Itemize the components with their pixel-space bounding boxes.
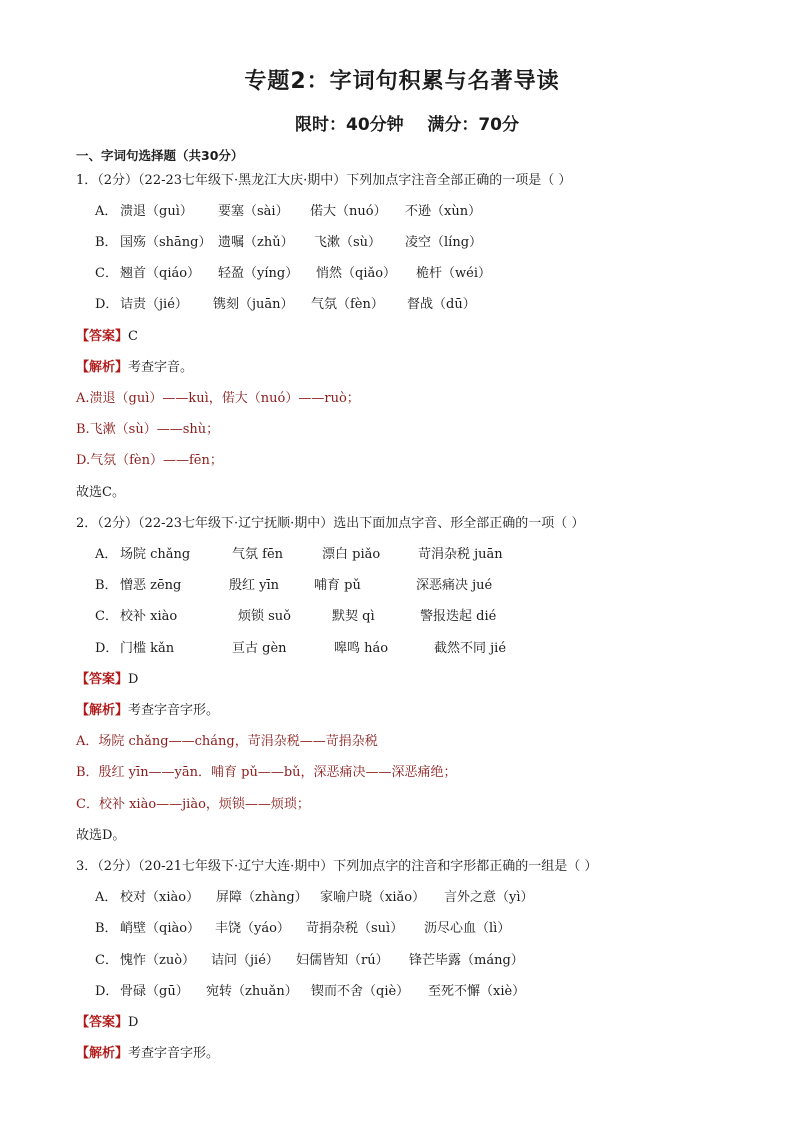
q2-option-c-item-4: 警报迭起 dié [420,609,497,624]
q2-option-b-item-2: 殷红 yīn [229,578,280,593]
q1-option-a-item-1: 溃退（guì） [120,204,193,219]
q2-option-d-item-3: 嗥鸣 háo [334,641,389,656]
q1-conclusion: 故选C。 [76,485,125,500]
q1-option-d-item-3: 气氛（fèn） [311,297,384,312]
q1-detail-1: A.溃退（guì）——kuì，偌大（nuó）——ruò； [76,391,360,406]
q1-explanation [76,359,193,377]
q2-option-a-item-4: 苛涓杂税 juān [418,547,503,562]
question-3-stem: 3．（2分）（20-21七年级下·辽宁大连·期中）下列加点字的注音和字形都正确的一组是（ ） [76,859,598,874]
q3-option-b-item-3: 苛捐杂税（suì） [306,921,404,936]
q3-option-c-item-3: 妇儒皆知（rú） [296,953,389,968]
q3-option-b-item-1: 峭壁（qiào） [120,921,201,936]
q1-option-b-item-1: 国殇（shāng） [120,235,212,250]
q1-option-b-item-2: 遗嘱（zhǔ） [218,235,294,250]
q3-option-d-item-2: 宛转（zhuǎn） [206,984,298,999]
q1-option-b-item-4: 凌空（líng） [405,235,483,250]
q1-answer [76,328,138,346]
q3-answer [76,1014,138,1032]
q3-option-a-item-1: 校对（xiào） [120,890,200,905]
q3-option-a-letter: A． [95,890,118,905]
q1-option-d-item-1: 诘责（jié） [120,297,188,312]
q2-option-d-item-2: 亘古 gèn [232,641,287,656]
explanation-label: 【解析】 [76,360,129,375]
q3-option-a-item-3: 家喻户晓（xiǎo） [320,890,426,905]
q2-detail-1: A．场院 chǎng——cháng，苛涓杂税——苛捐杂税 [76,734,378,749]
q1-option-a-letter: A． [95,204,118,219]
q2-option-c-item-2: 烦锁 suǒ [238,609,292,624]
q3-option-b-item-2: 丰饶（yáo） [215,921,290,936]
q2-option-a-item-1: 场院 chǎng [120,547,191,562]
q3-option-b-letter: B． [95,921,118,936]
q2-detail-3: C．校补 xiào——jiào，烦锁——烦琐； [76,797,310,812]
answer-label: 【答案】 [76,1015,129,1030]
page-subtitle: 限时：40分钟 满分：70分 [295,115,519,135]
q2-option-b-item-1: 憎恶 zēng [120,578,182,593]
q1-option-d-item-2: 镌刻（juān） [213,297,294,312]
q2-conclusion: 故选D。 [76,828,126,843]
q1-detail-3: D.气氛（fèn）——fēn； [76,453,223,468]
q2-option-b-letter: B． [95,578,118,593]
q1-option-a-item-3: 偌大（nuó） [310,204,387,219]
explanation-text: 考查字音字形。 [128,1046,220,1061]
section-title: 一、字词句选择题（共30分） [76,148,244,163]
q3-option-d-item-3: 锲而不舍（qiè） [311,984,410,999]
q2-detail-2: B．殷红 yīn——yān．哺育 pǔ——bǔ，深恶痛决——深恶痛绝； [76,765,457,780]
answer-value: D [128,672,139,687]
q3-option-c-item-1: 愧怍（zuò） [120,953,196,968]
q2-option-c-item-1: 校补 xiào [120,609,178,624]
q1-option-c-item-1: 翘首（qiáo） [120,266,201,281]
q1-option-a-item-2: 要塞（sài） [218,204,289,219]
q2-option-b-item-4: 深恶痛决 jué [416,578,493,593]
q2-option-a-letter: A． [95,547,118,562]
q2-option-b-item-3: 哺育 pǔ [314,578,361,593]
q3-option-d-letter: D． [95,984,119,999]
q2-option-d-letter: D． [95,641,119,656]
q1-option-b-item-3: 飞漱（sù） [314,235,382,250]
q1-option-d-item-4: 督战（dū） [407,297,476,312]
q2-option-c-item-3: 默契 qì [332,609,375,624]
answer-label: 【答案】 [76,329,129,344]
explanation-label: 【解析】 [76,1046,129,1061]
answer-label: 【答案】 [76,672,129,687]
q3-option-b-item-4: 沥尽心血（lì） [424,921,511,936]
q2-option-c-letter: C． [95,609,118,624]
q1-option-d-letter: D． [95,297,119,312]
q1-option-c-letter: C． [95,266,118,281]
q2-explanation [76,702,219,720]
answer-value: D [128,1015,139,1030]
explanation-text: 考查字音。 [128,360,194,375]
q3-option-a-item-4: 言外之意（yì） [444,890,534,905]
q1-option-c-item-2: 轻盈（yíng） [218,266,299,281]
explanation-text: 考查字音字形。 [128,703,220,718]
q1-option-c-item-4: 桅杆（wéi） [416,266,491,281]
q3-option-a-item-2: 屏障（zhàng） [216,890,308,905]
question-2-stem: 2．（2分）（22-23七年级下·辽宁抚顺·期中）选出下面加点字音、形全部正确的一项（ ） [76,516,585,531]
q2-option-d-item-1: 门槛 kǎn [120,641,175,656]
question-1-stem: 1．（2分）（22-23七年级下·黑龙江大庆·期中）下列加点字注音全部正确的一项是（ ） [76,173,572,188]
q3-explanation [76,1045,219,1063]
q2-option-a-item-2: 气氛 fēn [232,547,284,562]
q3-option-c-letter: C． [95,953,118,968]
explanation-label: 【解析】 [76,703,129,718]
q1-option-c-item-3: 悄然（qiǎo） [316,266,397,281]
q2-option-a-item-3: 漂白 piǎo [322,547,381,562]
q2-answer [76,671,138,689]
q3-option-d-item-4: 至死不懈（xiè） [428,984,526,999]
q3-option-c-item-2: 诘问（jié） [211,953,279,968]
page-title: 专题2：字词句积累与名著导读 [244,69,560,94]
q3-option-c-item-4: 锋芒毕露（máng） [409,953,524,968]
answer-value: C [128,329,138,344]
q2-option-d-item-4: 截然不同 jié [434,641,507,656]
q1-detail-2: B.飞漱（sù）——shù； [76,422,220,437]
q3-option-d-item-1: 骨碌（gū） [120,984,189,999]
q1-option-b-letter: B． [95,235,118,250]
q1-option-a-item-4: 不逊（xùn） [405,204,482,219]
